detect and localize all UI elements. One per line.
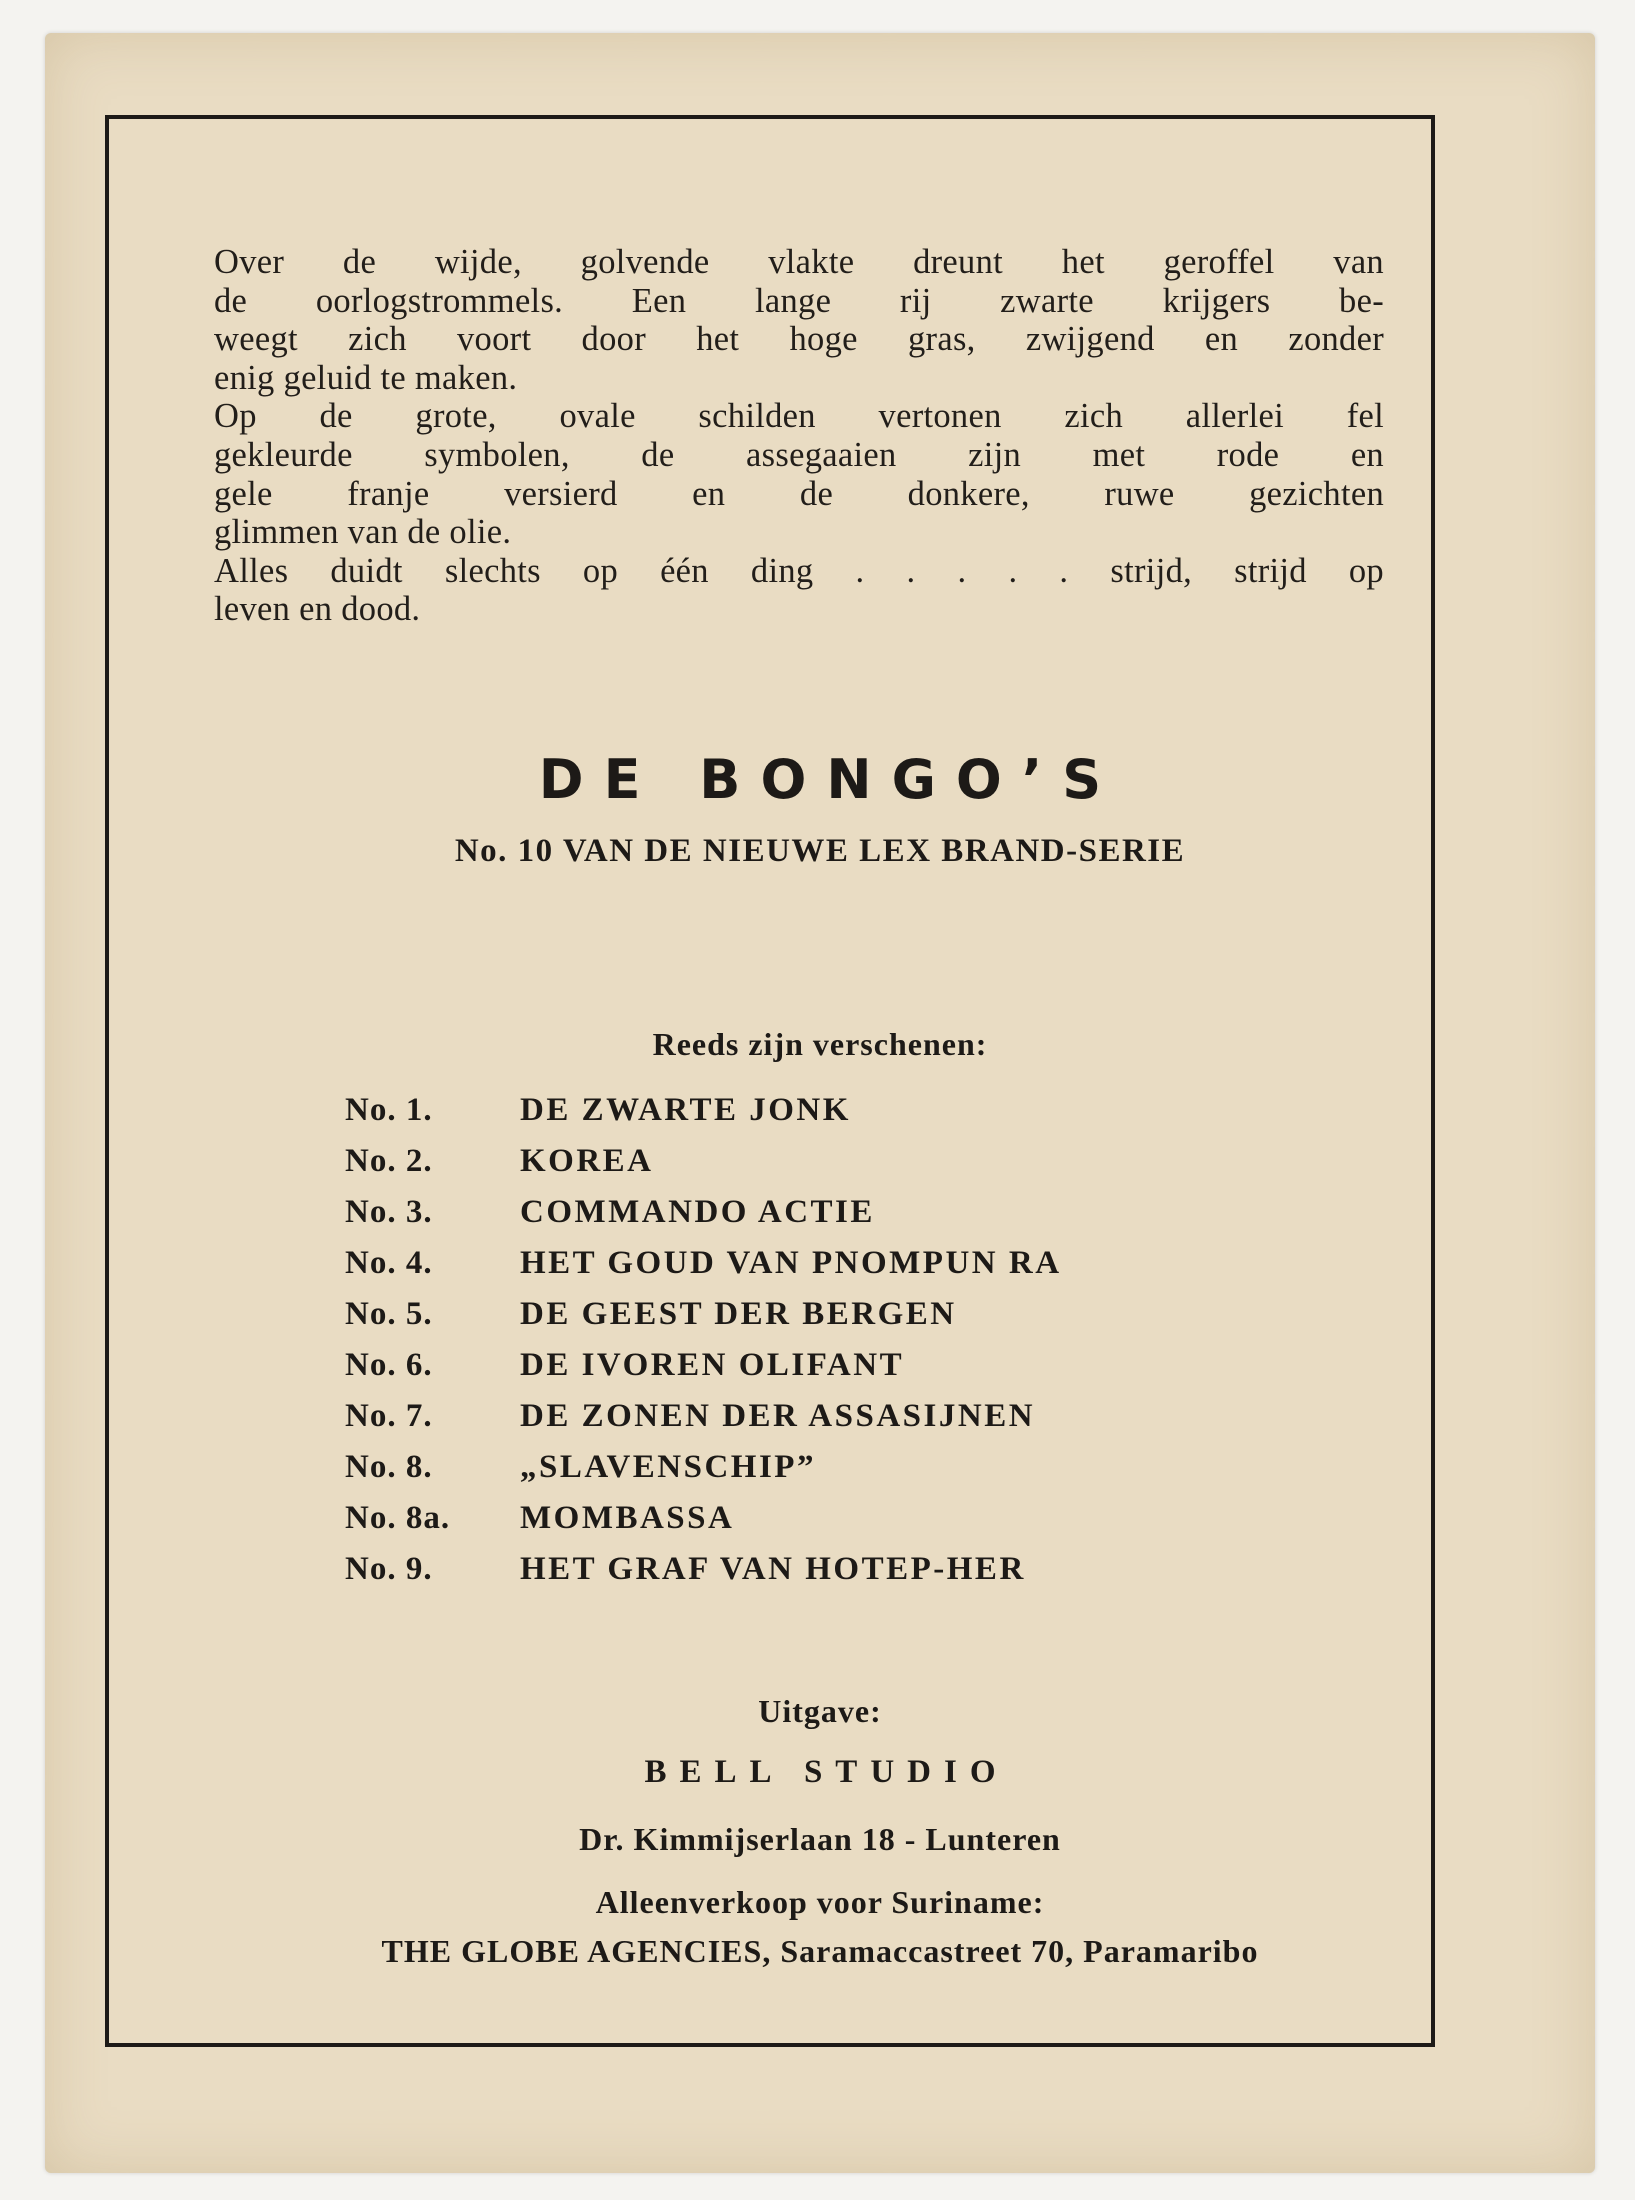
published-heading: Reeds zijn verschenen: bbox=[652, 1026, 988, 1062]
issue-title: DE ZWARTE JONK bbox=[520, 1092, 851, 1128]
issue-number: No. 8. bbox=[345, 1449, 433, 1485]
issue-title: KOREA bbox=[520, 1143, 654, 1179]
blurb-line: de oorlogstrommels. Een lange rij zwarte krijgers be- bbox=[214, 281, 1384, 320]
list-item bbox=[345, 1340, 1345, 1391]
issue-number: No. 5. bbox=[345, 1296, 433, 1332]
issue-title: DE ZONEN DER ASSASIJNEN bbox=[520, 1398, 1036, 1434]
list-item bbox=[345, 1238, 1345, 1289]
publisher-address: Dr. Kimmijserlaan 18 - Lunteren bbox=[579, 1821, 1061, 1857]
book-title: DE BONGO’S bbox=[538, 748, 1122, 811]
issue-number: No. 7. bbox=[345, 1398, 433, 1434]
issue-title: „SLAVENSCHIP” bbox=[520, 1449, 816, 1485]
blurb-line: enig geluid te maken. bbox=[214, 358, 518, 397]
blurb-line: Alles duidt slechts op één ding . . . . . strijd, strijd op bbox=[214, 551, 1384, 590]
published-list bbox=[345, 1085, 1345, 1595]
blurb-line: Op de grote, ovale schilden vertonen zich allerlei fel bbox=[214, 397, 1384, 436]
issue-number: No. 8a. bbox=[345, 1500, 451, 1536]
exclusive-sale-label: Alleenverkoop voor Suriname: bbox=[595, 1884, 1045, 1920]
blurb-text bbox=[214, 243, 1384, 629]
issue-number: No. 2. bbox=[345, 1143, 433, 1179]
issue-title: DE GEEST DER BERGEN bbox=[520, 1296, 957, 1332]
issue-number: No. 1. bbox=[345, 1092, 433, 1128]
list-item bbox=[345, 1187, 1345, 1238]
issue-number: No. 3. bbox=[345, 1194, 433, 1230]
list-item bbox=[345, 1391, 1345, 1442]
list-item bbox=[345, 1136, 1345, 1187]
issue-title: HET GRAF VAN HOTEP-HER bbox=[520, 1551, 1026, 1587]
issue-title: MOMBASSA bbox=[520, 1500, 735, 1536]
exclusive-agent: THE GLOBE AGENCIES, Saramaccastreet 70, Paramaribo bbox=[381, 1933, 1259, 1969]
issue-number: No. 4. bbox=[345, 1245, 433, 1281]
publisher-name: BELL STUDIO bbox=[644, 1754, 1009, 1790]
publisher-label: Uitgave: bbox=[758, 1693, 882, 1729]
blurb-line: leven en dood. bbox=[214, 590, 421, 629]
blurb-line: gele franje versierd en de donkere, ruwe gezichten bbox=[214, 474, 1384, 513]
issue-title: HET GOUD VAN PNOMPUN RA bbox=[520, 1245, 1062, 1281]
blurb-line: Over de wijde, golvende vlakte dreunt het geroffel van bbox=[214, 243, 1384, 281]
list-item bbox=[345, 1289, 1345, 1340]
issue-number: No. 6. bbox=[345, 1347, 433, 1383]
blurb-line: glimmen van de olie. bbox=[214, 513, 512, 552]
list-item bbox=[345, 1442, 1345, 1493]
list-item bbox=[345, 1493, 1345, 1544]
issue-title: DE IVOREN OLIFANT bbox=[520, 1347, 905, 1383]
list-item bbox=[345, 1544, 1345, 1595]
list-item bbox=[345, 1085, 1345, 1136]
issue-number: No. 9. bbox=[345, 1551, 433, 1587]
blurb-line: gekleurde symbolen, de assegaaien zijn met rode en bbox=[214, 435, 1384, 474]
series-subtitle: No. 10 VAN DE NIEUWE LEX BRAND-SERIE bbox=[454, 833, 1186, 869]
issue-title: COMMANDO ACTIE bbox=[520, 1194, 875, 1230]
blurb-line: weegt zich voort door het hoge gras, zwijgend en zonder bbox=[214, 320, 1384, 359]
